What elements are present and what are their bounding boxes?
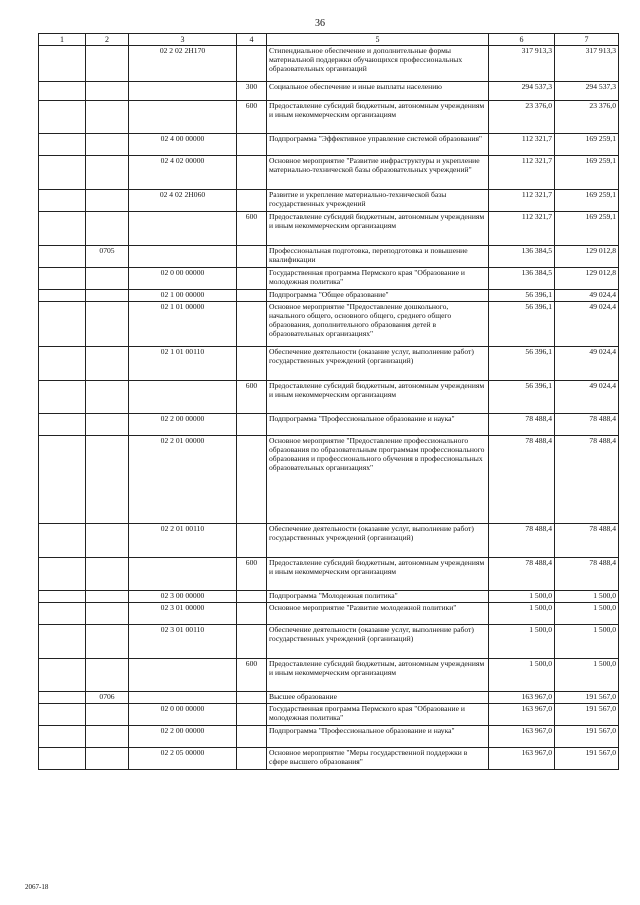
table-cell: Предоставление субсидий бюджетным, автономным учреждениям и иным некоммерческим организациям [267, 659, 489, 692]
table-cell [129, 558, 237, 591]
table-cell [39, 268, 86, 290]
table-cell [86, 212, 129, 246]
table-cell: 1 500,0 [555, 603, 619, 625]
table-cell [129, 101, 237, 134]
table-row [39, 704, 619, 726]
table-cell: 78 488,4 [555, 414, 619, 436]
table-cell: 1 500,0 [489, 591, 555, 603]
table-cell: 163 967,0 [489, 704, 555, 726]
table-cell: 300 [237, 82, 267, 101]
table-cell: 129 012,8 [555, 246, 619, 268]
table-cell: 1 500,0 [555, 625, 619, 659]
table-cell [86, 603, 129, 625]
table-row [39, 591, 619, 603]
table-cell: 78 488,4 [555, 436, 619, 524]
table-cell [86, 268, 129, 290]
table-cell: 600 [237, 381, 267, 414]
table-header-row [39, 34, 619, 46]
table-cell: 1 500,0 [555, 591, 619, 603]
table-row [39, 726, 619, 748]
table-row [39, 748, 619, 770]
table-cell [86, 591, 129, 603]
table-cell [39, 190, 86, 212]
table-cell: 02 2 02 2Н170 [129, 46, 237, 82]
table-cell [39, 46, 86, 82]
table-cell: 02 3 01 00110 [129, 625, 237, 659]
table-cell: Развитие и укрепление материально-технической базы государственных учреждений [267, 190, 489, 212]
table-cell [237, 692, 267, 704]
table-cell: 49 024,4 [555, 302, 619, 347]
table-cell: Высшее образование [267, 692, 489, 704]
column-header: 1 [39, 34, 86, 46]
table-row [39, 381, 619, 414]
table-cell: 49 024,4 [555, 347, 619, 381]
table-cell: Основное мероприятие "Меры государственной поддержки в сфере высшего образования" [267, 748, 489, 770]
column-header: 4 [237, 34, 267, 46]
table-cell: 191 567,0 [555, 704, 619, 726]
table-cell: 78 488,4 [489, 414, 555, 436]
table-cell [237, 414, 267, 436]
table-row [39, 212, 619, 246]
table-cell: Основное мероприятие "Предоставление дошкольного, начального общего, основного общего, среднего общего образования, дополнительного образования детей в образовательных организациях" [267, 302, 489, 347]
table-cell [237, 726, 267, 748]
table-cell [86, 302, 129, 347]
table-cell: Профессиональная подготовка, переподготовка и повышение квалификации [267, 246, 489, 268]
table-cell [86, 558, 129, 591]
table-row [39, 190, 619, 212]
table-cell: 02 1 01 00110 [129, 347, 237, 381]
table-cell [86, 659, 129, 692]
column-header: 7 [555, 34, 619, 46]
table-cell [39, 101, 86, 134]
table-cell [86, 134, 129, 156]
table-cell [129, 692, 237, 704]
table-cell: 317 913,3 [489, 46, 555, 82]
table-cell: 56 396,1 [489, 381, 555, 414]
table-cell [86, 381, 129, 414]
table-row [39, 436, 619, 524]
table-cell: Подпрограмма "Профессиональное образование и наука" [267, 726, 489, 748]
table-cell: 02 2 01 00110 [129, 524, 237, 558]
table-cell: Предоставление субсидий бюджетным, автономным учреждениям и иным некоммерческим организациям [267, 101, 489, 134]
table-cell [129, 212, 237, 246]
table-cell: 23 376,0 [555, 101, 619, 134]
table-cell: Предоставление субсидий бюджетным, автономным учреждениям и иным некоммерческим организациям [267, 212, 489, 246]
column-header: 3 [129, 34, 237, 46]
page-number: 36 [315, 18, 325, 29]
table-cell: 600 [237, 212, 267, 246]
column-header: 2 [86, 34, 129, 46]
table-cell [237, 290, 267, 302]
table-cell [129, 381, 237, 414]
table-row [39, 268, 619, 290]
table-cell: 02 2 00 00000 [129, 414, 237, 436]
table-cell: 02 1 01 00000 [129, 302, 237, 347]
table-cell: 600 [237, 659, 267, 692]
table-cell [39, 603, 86, 625]
table-row [39, 558, 619, 591]
table-cell: 02 2 01 00000 [129, 436, 237, 524]
footer-code: 2067-18 [25, 883, 49, 891]
table-cell: Подпрограмма "Эффективное управление системой образования" [267, 134, 489, 156]
table-cell [129, 82, 237, 101]
table-cell: 02 1 00 00000 [129, 290, 237, 302]
table-cell: 169 259,1 [555, 190, 619, 212]
table-cell: Обеспечение деятельности (оказание услуг, выполнение работ) государственных учреждений (организаций) [267, 625, 489, 659]
table-cell: Обеспечение деятельности (оказание услуг, выполнение работ) государственных учреждений (организаций) [267, 347, 489, 381]
table-cell [39, 591, 86, 603]
table-cell [237, 625, 267, 659]
table-cell [39, 82, 86, 101]
table-cell [39, 347, 86, 381]
table-cell: 56 396,1 [489, 347, 555, 381]
table-cell: Государственная программа Пермского края "Образование и молодежная политика" [267, 704, 489, 726]
table-cell: 163 967,0 [489, 748, 555, 770]
table-row [39, 82, 619, 101]
table-cell [86, 82, 129, 101]
table-cell: 191 567,0 [555, 692, 619, 704]
table-cell: Стипендиальное обеспечение и дополнительные формы материальной поддержки обучающихся профессиональных образовательных организаций [267, 46, 489, 82]
table-cell: 0705 [86, 246, 129, 268]
table-cell [39, 290, 86, 302]
table-cell [39, 414, 86, 436]
table-cell: 169 259,1 [555, 156, 619, 190]
table-cell [237, 591, 267, 603]
table-cell [39, 692, 86, 704]
table-cell: Обеспечение деятельности (оказание услуг, выполнение работ) государственных учреждений (организаций) [267, 524, 489, 558]
table-cell [237, 748, 267, 770]
table-cell: 1 500,0 [489, 603, 555, 625]
table-row [39, 134, 619, 156]
table-cell [39, 726, 86, 748]
table-row [39, 524, 619, 558]
table-cell [237, 302, 267, 347]
table-cell: 02 2 05 00000 [129, 748, 237, 770]
table-cell: Подпрограмма "Молодежная политика" [267, 591, 489, 603]
table-cell [129, 246, 237, 268]
table-row [39, 246, 619, 268]
table-cell [237, 704, 267, 726]
table-cell: 78 488,4 [489, 558, 555, 591]
table-cell: 02 0 00 00000 [129, 268, 237, 290]
table-row [39, 603, 619, 625]
table-cell: 49 024,4 [555, 290, 619, 302]
table-cell [237, 347, 267, 381]
table-cell: 129 012,8 [555, 268, 619, 290]
table-cell [86, 414, 129, 436]
table-row [39, 414, 619, 436]
table-cell: 78 488,4 [489, 436, 555, 524]
table-cell [39, 558, 86, 591]
table-row [39, 101, 619, 134]
table-cell [39, 524, 86, 558]
table-cell [39, 302, 86, 347]
table-cell [39, 436, 86, 524]
table-cell: Основное мероприятие "Предоставление профессионального образования по образовательным программам профессионального образования и профессионального обучения в профессиональных образовательных организациях" [267, 436, 489, 524]
table-cell: Подпрограмма "Профессиональное образование и наука" [267, 414, 489, 436]
table-cell: 02 3 01 00000 [129, 603, 237, 625]
table-cell: 136 384,5 [489, 246, 555, 268]
table-cell [237, 524, 267, 558]
table-cell: 600 [237, 101, 267, 134]
table-cell [39, 625, 86, 659]
table-row [39, 46, 619, 82]
table-cell: 1 500,0 [489, 659, 555, 692]
table-cell: 294 537,3 [555, 82, 619, 101]
table-cell [237, 134, 267, 156]
table-cell [86, 190, 129, 212]
table-row [39, 659, 619, 692]
table-cell: 112 321,7 [489, 212, 555, 246]
table-cell: 78 488,4 [489, 524, 555, 558]
table-cell: 02 4 00 00000 [129, 134, 237, 156]
table-cell: Предоставление субсидий бюджетным, автономным учреждениям и иным некоммерческим организациям [267, 558, 489, 591]
table-cell: 78 488,4 [555, 558, 619, 591]
table-cell [86, 748, 129, 770]
table-row [39, 347, 619, 381]
table-cell [86, 436, 129, 524]
table-row [39, 625, 619, 659]
table-row [39, 302, 619, 347]
table-cell [86, 524, 129, 558]
table-cell: 112 321,7 [489, 134, 555, 156]
table-cell [86, 156, 129, 190]
table-cell [86, 347, 129, 381]
table-cell [86, 290, 129, 302]
table-cell: 1 500,0 [555, 659, 619, 692]
table-cell: 23 376,0 [489, 101, 555, 134]
table-row [39, 156, 619, 190]
table-cell: Государственная программа Пермского края "Образование и молодежная политика" [267, 268, 489, 290]
table-cell [39, 246, 86, 268]
table-cell: 02 4 02 00000 [129, 156, 237, 190]
table-cell: 0706 [86, 692, 129, 704]
table-cell [86, 625, 129, 659]
table-cell [39, 156, 86, 190]
table-cell [237, 603, 267, 625]
table-cell: 02 4 02 2Н060 [129, 190, 237, 212]
table-cell: 56 396,1 [489, 290, 555, 302]
table-cell [86, 46, 129, 82]
table-cell [237, 190, 267, 212]
table-cell [237, 46, 267, 82]
table-row [39, 290, 619, 302]
column-header: 6 [489, 34, 555, 46]
table-cell: Социальное обеспечение и иные выплаты населению [267, 82, 489, 101]
table-cell: 191 567,0 [555, 726, 619, 748]
table-cell [237, 436, 267, 524]
table-cell [86, 704, 129, 726]
column-header: 5 [267, 34, 489, 46]
table-cell [39, 704, 86, 726]
table-cell: Основное мероприятие "Развитие молодежной политики" [267, 603, 489, 625]
table-cell: 1 500,0 [489, 625, 555, 659]
table-cell: 163 967,0 [489, 692, 555, 704]
table-cell: 56 396,1 [489, 302, 555, 347]
table-cell: 317 913,3 [555, 46, 619, 82]
table-cell [39, 381, 86, 414]
table-cell: Подпрограмма "Общее образование" [267, 290, 489, 302]
table-cell: 600 [237, 558, 267, 591]
table-cell: 02 3 00 00000 [129, 591, 237, 603]
table-cell [39, 748, 86, 770]
table-cell [86, 726, 129, 748]
table-cell [129, 659, 237, 692]
table-cell [39, 659, 86, 692]
table-cell: 163 967,0 [489, 726, 555, 748]
table-cell: 294 537,3 [489, 82, 555, 101]
table-cell: 02 0 00 00000 [129, 704, 237, 726]
table-cell [237, 246, 267, 268]
table-cell [39, 134, 86, 156]
table-cell: 136 384,5 [489, 268, 555, 290]
table-cell: 112 321,7 [489, 190, 555, 212]
table-cell: Основное мероприятие "Развитие инфраструктуры и укрепление материально-технической базы образовательных учреждений" [267, 156, 489, 190]
table-cell: Предоставление субсидий бюджетным, автономным учреждениям и иным некоммерческим организациям [267, 381, 489, 414]
table-row [39, 692, 619, 704]
table-cell: 78 488,4 [555, 524, 619, 558]
table-cell: 169 259,1 [555, 134, 619, 156]
table-cell [86, 101, 129, 134]
table-cell [237, 156, 267, 190]
table-cell: 191 567,0 [555, 748, 619, 770]
table-cell: 49 024,4 [555, 381, 619, 414]
table-cell [237, 268, 267, 290]
table-cell: 169 259,1 [555, 212, 619, 246]
table-cell: 112 321,7 [489, 156, 555, 190]
table-cell: 02 2 00 00000 [129, 726, 237, 748]
table-cell [39, 212, 86, 246]
budget-table [38, 33, 619, 770]
